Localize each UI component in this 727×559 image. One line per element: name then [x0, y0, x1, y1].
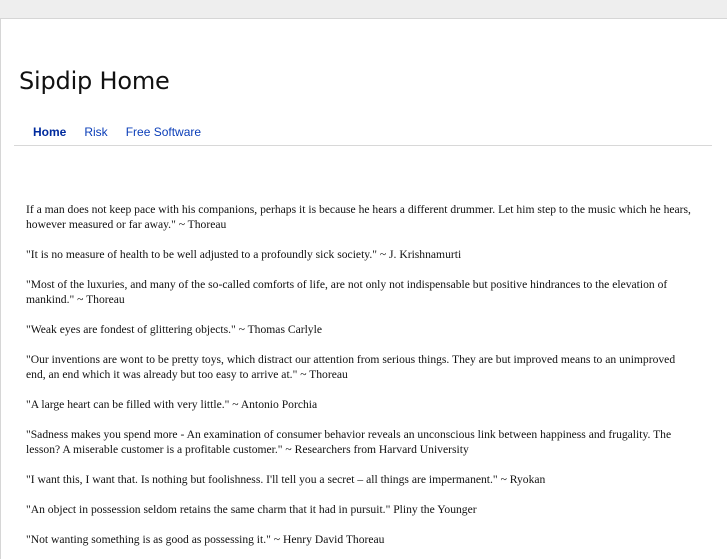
quote-list: [26, 202, 694, 559]
quote-item: "A large heart can be filled with very little." ~ Antonio Porchia: [26, 398, 318, 411]
nav-item-free-software[interactable]: Free Software: [125, 125, 202, 139]
quote-item: If a man does not keep pace with his companions, perhaps it is because he hears a different drummer. Let him step to the music which he hears, however measured or far away." ~ Thoreau: [26, 203, 691, 231]
quote-item: "I want this, I want that. Is nothing but foolishness. I'll tell you a secret – all things are impermanent." ~ Ryokan: [26, 473, 546, 486]
nav-item-risk[interactable]: Risk: [84, 125, 108, 139]
page-container: [0, 18, 727, 559]
main-nav: [14, 119, 712, 146]
quote-item: "An object in possession seldom retains the same charm that it had in pursuit." Pliny the Younger: [26, 503, 477, 516]
site-title: Sipdip Home: [19, 67, 170, 95]
quote-item: "Weak eyes are fondest of glittering objects." ~ Thomas Carlyle: [26, 323, 322, 336]
quote-item: "Most of the luxuries, and many of the so-called comforts of life, are not only not indispensable but positive hindrances to the elevation of mankind." ~ Thoreau: [26, 278, 668, 306]
quote-item: "Not wanting something is as good as possessing it." ~ Henry David Thoreau: [26, 533, 385, 546]
quote-item: "It is no measure of health to be well adjusted to a profoundly sick society." ~ J. Krishnamurti: [26, 248, 462, 261]
quote-item: "Our inventions are wont to be pretty toys, which distract our attention from serious things. They are but improved means to an unimproved end, an end which it was already but too easy to arrive at." ~ Thoreau: [26, 353, 676, 381]
nav-item-home[interactable]: Home: [33, 125, 67, 139]
quote-item: "Sadness makes you spend more - An examination of consumer behavior reveals an unconscious link between happiness and frugality. The lesson? A miserable customer is a profitable customer." ~ Researchers from Harvard University: [26, 428, 672, 456]
